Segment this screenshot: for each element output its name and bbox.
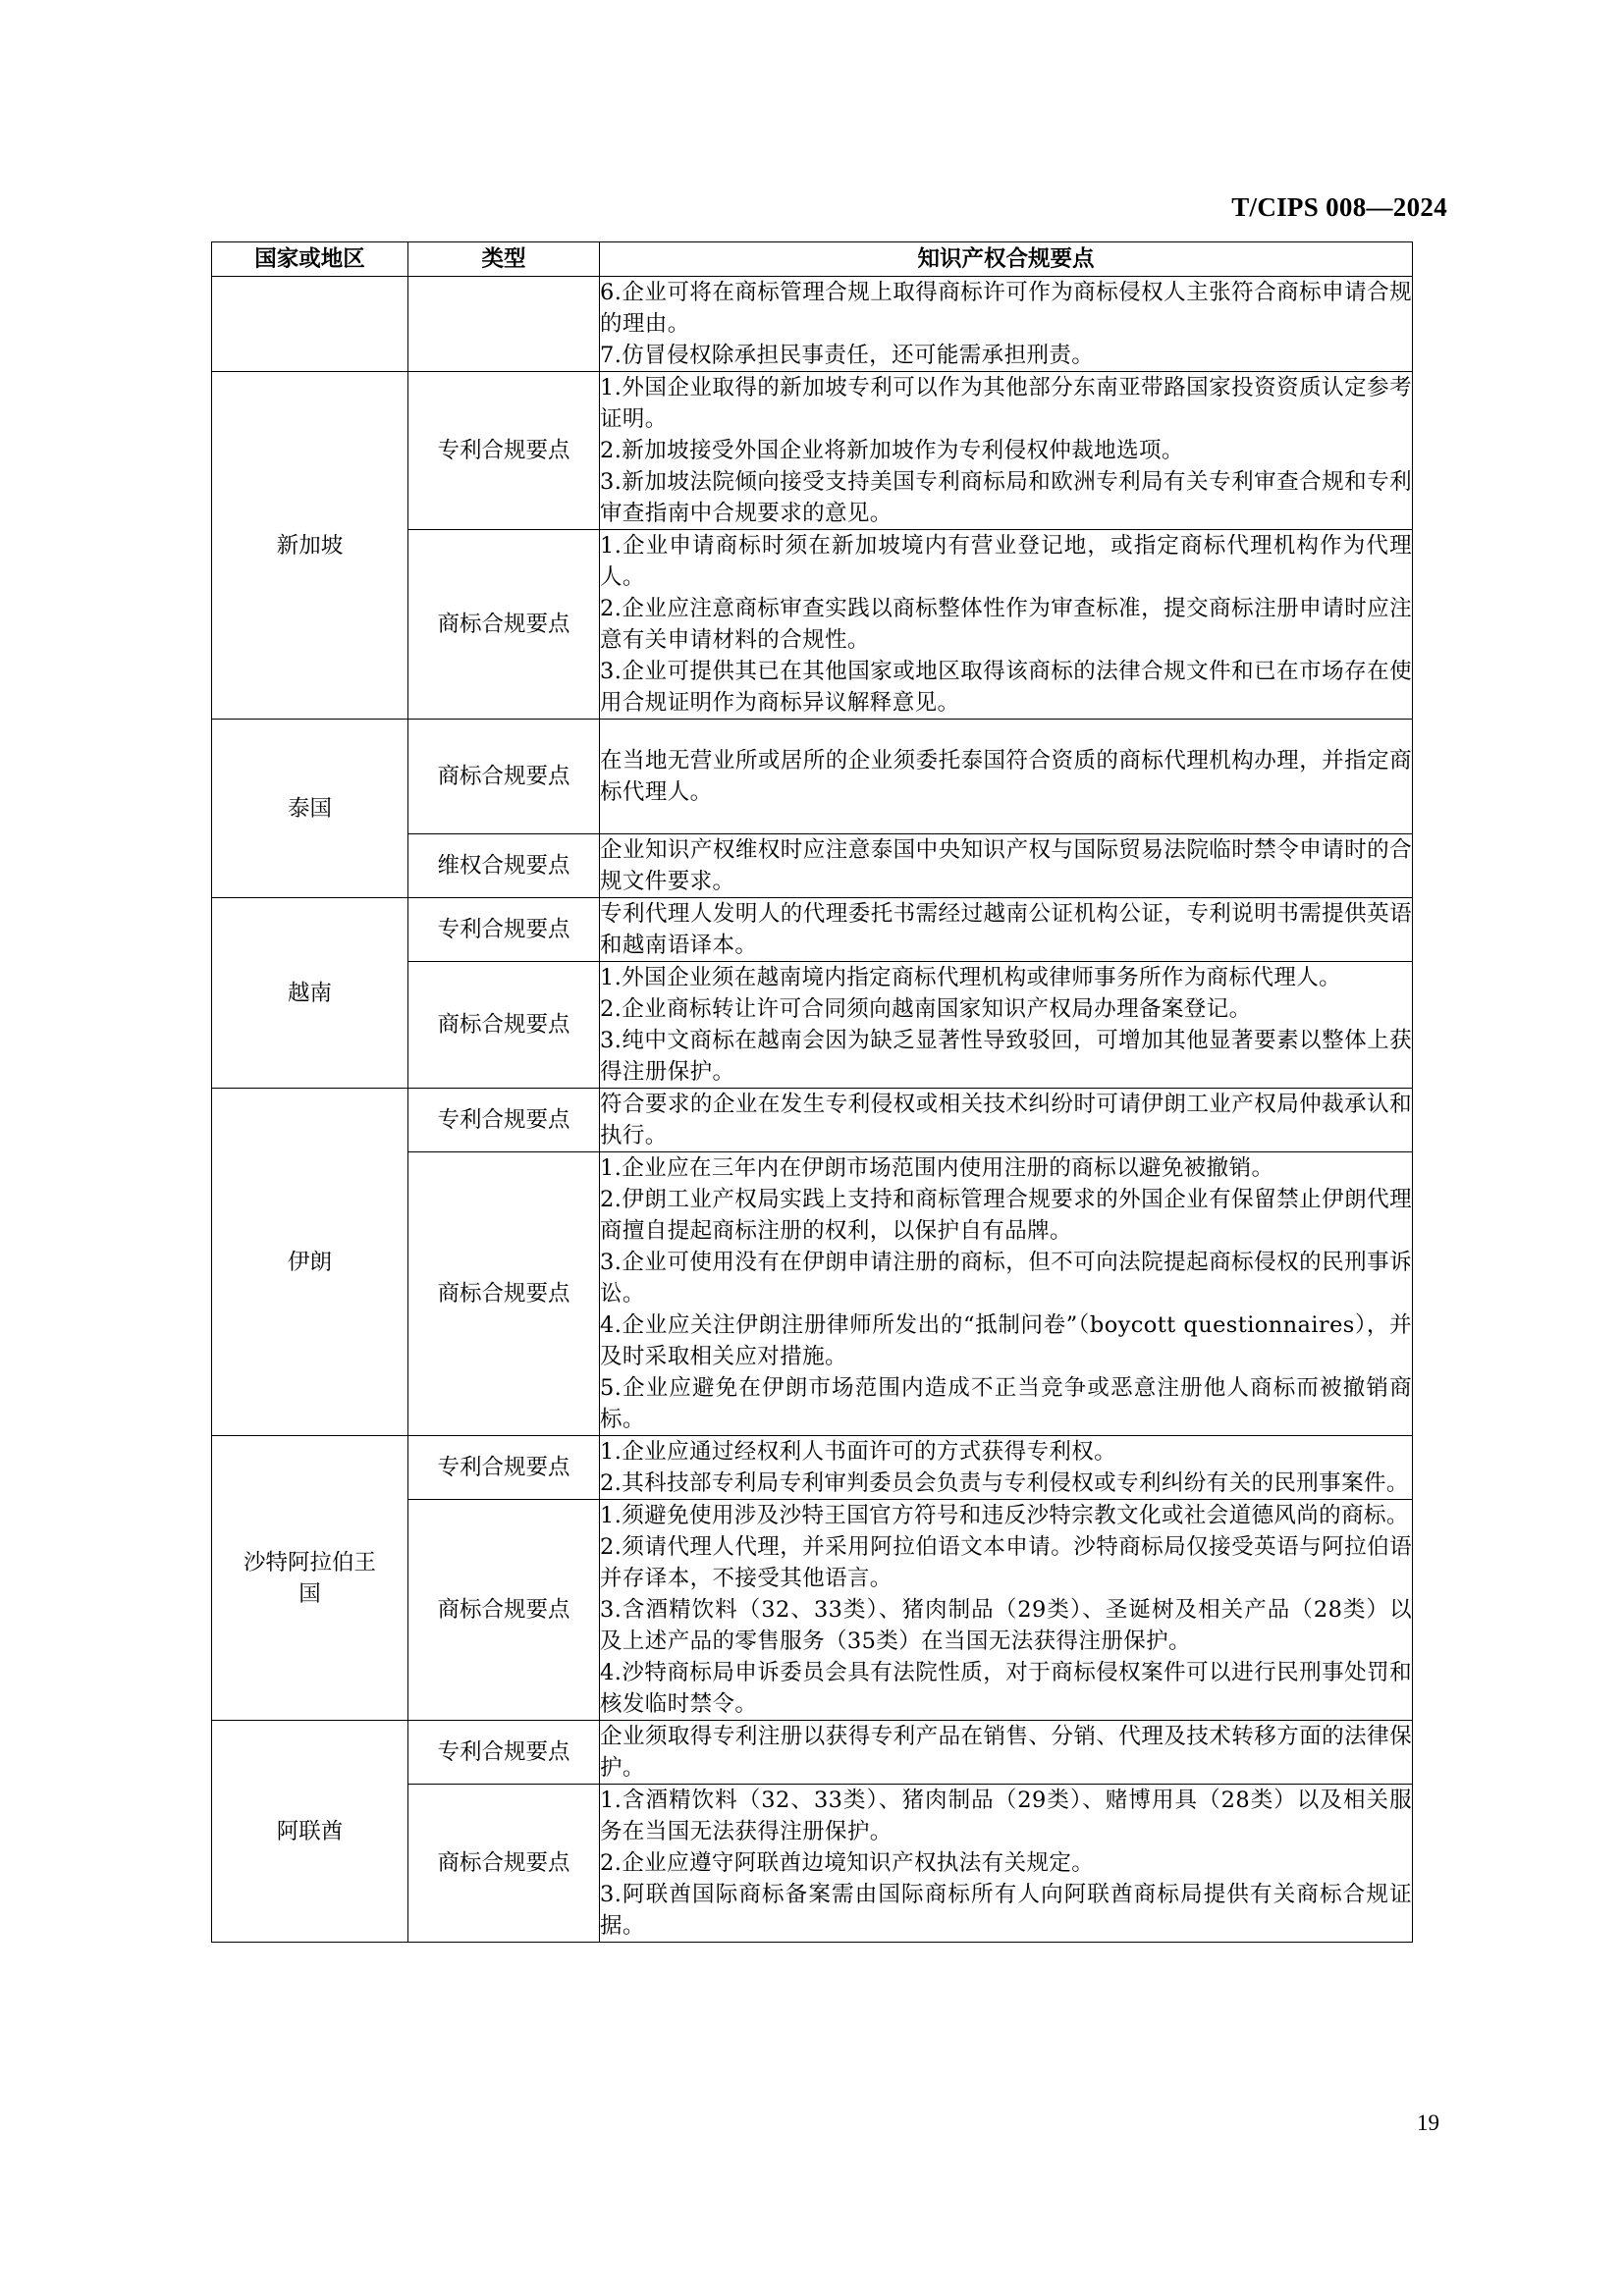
type-cell: 商标合规要点 bbox=[408, 1152, 600, 1436]
points-cell bbox=[600, 1152, 1413, 1436]
compliance-point: 4.沙特商标局申诉委员会具有法院性质，对于商标侵权案件可以进行民刑事处罚和核发临时禁令。 bbox=[600, 1660, 1412, 1717]
compliance-point: 2.其科技部专利局专利审判委员会负责与专利侵权或专利纠纷有关的民刑事案件。 bbox=[600, 1470, 1409, 1496]
column-header-type: 类型 bbox=[408, 242, 600, 277]
compliance-point: 企业知识产权维权时应注意泰国中央知识产权与国际贸易法院临时禁令申请时的合规文件要求。 bbox=[600, 837, 1412, 894]
table-row bbox=[212, 720, 1413, 834]
type-cell: 专利合规要点 bbox=[408, 1721, 600, 1785]
compliance-point: 2.新加坡接受外国企业将新加坡作为专利侵权仲裁地选项。 bbox=[600, 438, 1184, 463]
table-row bbox=[212, 1721, 1413, 1785]
compliance-point: 2.伊朗工业产权局实践上支持和商标管理合规要求的外国企业有保留禁止伊朗代理商擅自提起商标注册的权利，以保护自有品牌。 bbox=[600, 1187, 1412, 1244]
page-number: 19 bbox=[1417, 2110, 1439, 2135]
country-cell: 伊朗 bbox=[212, 1089, 408, 1436]
compliance-point: 1.外国企业取得的新加坡专利可以作为其他部分东南亚带路国家投资资质认定参考证明。 bbox=[600, 375, 1412, 432]
country-cell bbox=[212, 277, 408, 372]
compliance-point: 2.企业商标转让许可合同须向越南国家知识产权局办理备案登记。 bbox=[600, 996, 1252, 1022]
document-id: T/CIPS 008—2024 bbox=[1231, 192, 1447, 222]
points-cell bbox=[600, 962, 1413, 1089]
country-cell: 泰国 bbox=[212, 720, 408, 898]
points-cell bbox=[600, 1721, 1413, 1785]
compliance-point: 在当地无营业所或居所的企业须委托泰国符合资质的商标代理机构办理，并指定商标代理人。 bbox=[600, 748, 1412, 805]
points-cell bbox=[600, 1436, 1413, 1500]
compliance-point: 1.企业应在三年内在伊朗市场范围内使用注册的商标以避免被撤销。 bbox=[600, 1155, 1274, 1181]
compliance-point: 3.新加坡法院倾向接受支持美国专利商标局和欧洲专利局有关专利审查合规和专利审查指南中合规要求的意见。 bbox=[600, 469, 1412, 526]
type-cell: 商标合规要点 bbox=[408, 1785, 600, 1943]
type-cell: 维权合规要点 bbox=[408, 834, 600, 898]
country-cell: 新加坡 bbox=[212, 372, 408, 720]
compliance-point: 1.企业应通过经权利人书面许可的方式获得专利权。 bbox=[600, 1439, 1117, 1465]
type-cell: 商标合规要点 bbox=[408, 1500, 600, 1721]
type-cell: 专利合规要点 bbox=[408, 1089, 600, 1152]
type-cell: 商标合规要点 bbox=[408, 530, 600, 720]
type-cell: 专利合规要点 bbox=[408, 1436, 600, 1500]
type-cell: 商标合规要点 bbox=[408, 962, 600, 1089]
table-row bbox=[212, 1089, 1413, 1152]
compliance-point: 专利代理人发明人的代理委托书需经过越南公证机构公证，专利说明书需提供英语和越南语译本。 bbox=[600, 901, 1412, 958]
points-cell bbox=[600, 530, 1413, 720]
compliance-point: 1.企业申请商标时须在新加坡境内有营业登记地，或指定商标代理机构作为代理人。 bbox=[600, 533, 1412, 590]
compliance-table bbox=[211, 241, 1413, 1943]
type-cell: 商标合规要点 bbox=[408, 720, 600, 834]
compliance-point: 7.仿冒侵权除承担民事责任，还可能需承担刑责。 bbox=[600, 343, 1095, 368]
table-header-row bbox=[212, 242, 1413, 277]
points-cell bbox=[600, 898, 1413, 962]
compliance-point: 3.企业可使用没有在伊朗申请注册的商标，但不可向法院提起商标侵权的民刑事诉讼。 bbox=[600, 1250, 1412, 1307]
type-cell: 专利合规要点 bbox=[408, 372, 600, 530]
points-cell bbox=[600, 834, 1413, 898]
compliance-point: 4.企业应关注伊朗注册律师所发出的“抵制问卷”（boycott questionnaires），并及时采取相关应对措施。 bbox=[600, 1312, 1412, 1369]
country-cell: 沙特阿拉伯王国 bbox=[212, 1436, 408, 1721]
column-header-points: 知识产权合规要点 bbox=[600, 242, 1413, 277]
compliance-point: 3.含酒精饮料（32、33类）、猪肉制品（29类）、圣诞树及相关产品（28类）以及上述产品的零售服务（35类）在当国无法获得注册保护。 bbox=[600, 1597, 1412, 1654]
table-row bbox=[212, 1436, 1413, 1500]
compliance-point: 1.须避免使用涉及沙特王国官方符号和违反沙特宗教文化或社会道德风尚的商标。 bbox=[600, 1503, 1409, 1528]
points-cell bbox=[600, 1785, 1413, 1943]
compliance-point: 2.须请代理人代理，并采用阿拉伯语文本申请。沙特商标局仅接受英语与阿拉伯语并存译本，不接受其他语言。 bbox=[600, 1534, 1412, 1591]
compliance-point: 1.含酒精饮料（32、33类）、猪肉制品（29类）、赌博用具（28类）以及相关服务在当国无法获得注册保护。 bbox=[600, 1788, 1412, 1844]
country-cell: 越南 bbox=[212, 898, 408, 1089]
compliance-point: 2.企业应注意商标审查实践以商标整体性作为审查标准，提交商标注册申请时应注意有关申请材料的合规性。 bbox=[600, 596, 1412, 653]
country-cell: 阿联酋 bbox=[212, 1721, 408, 1943]
column-header-country: 国家或地区 bbox=[212, 242, 408, 277]
compliance-point: 1.外国企业须在越南境内指定商标代理机构或律师事务所作为商标代理人。 bbox=[600, 965, 1342, 990]
points-cell bbox=[600, 1500, 1413, 1721]
type-cell bbox=[408, 277, 600, 372]
compliance-point: 5.企业应避免在伊朗市场范围内造成不正当竞争或恶意注册他人商标而被撤销商标。 bbox=[600, 1375, 1412, 1432]
table-row bbox=[212, 372, 1413, 530]
points-cell bbox=[600, 277, 1413, 372]
points-cell bbox=[600, 1089, 1413, 1152]
compliance-point: 3.纯中文商标在越南会因为缺乏显著性导致驳回，可增加其他显著要素以整体上获得注册保护。 bbox=[600, 1028, 1412, 1085]
compliance-point: 3.阿联酋国际商标备案需由国际商标所有人向阿联酋商标局提供有关商标合规证据。 bbox=[600, 1882, 1412, 1939]
compliance-point: 6.企业可将在商标管理合规上取得商标许可作为商标侵权人主张符合商标申请合规的理由。 bbox=[600, 280, 1412, 337]
points-cell bbox=[600, 720, 1413, 834]
compliance-point: 3.企业可提供其已在其他国家或地区取得该商标的法律合规文件和已在市场存在使用合规证明作为商标异议解释意见。 bbox=[600, 659, 1412, 716]
table-row bbox=[212, 277, 1413, 372]
compliance-point: 符合要求的企业在发生专利侵权或相关技术纠纷时可请伊朗工业产权局仲裁承认和执行。 bbox=[600, 1092, 1412, 1148]
compliance-point: 2.企业应遵守阿联酋边境知识产权执法有关规定。 bbox=[600, 1850, 1095, 1876]
table-row bbox=[212, 898, 1413, 962]
type-cell: 专利合规要点 bbox=[408, 898, 600, 962]
points-cell bbox=[600, 372, 1413, 530]
compliance-point: 企业须取得专利注册以获得专利产品在销售、分销、代理及技术转移方面的法律保护。 bbox=[600, 1724, 1412, 1781]
